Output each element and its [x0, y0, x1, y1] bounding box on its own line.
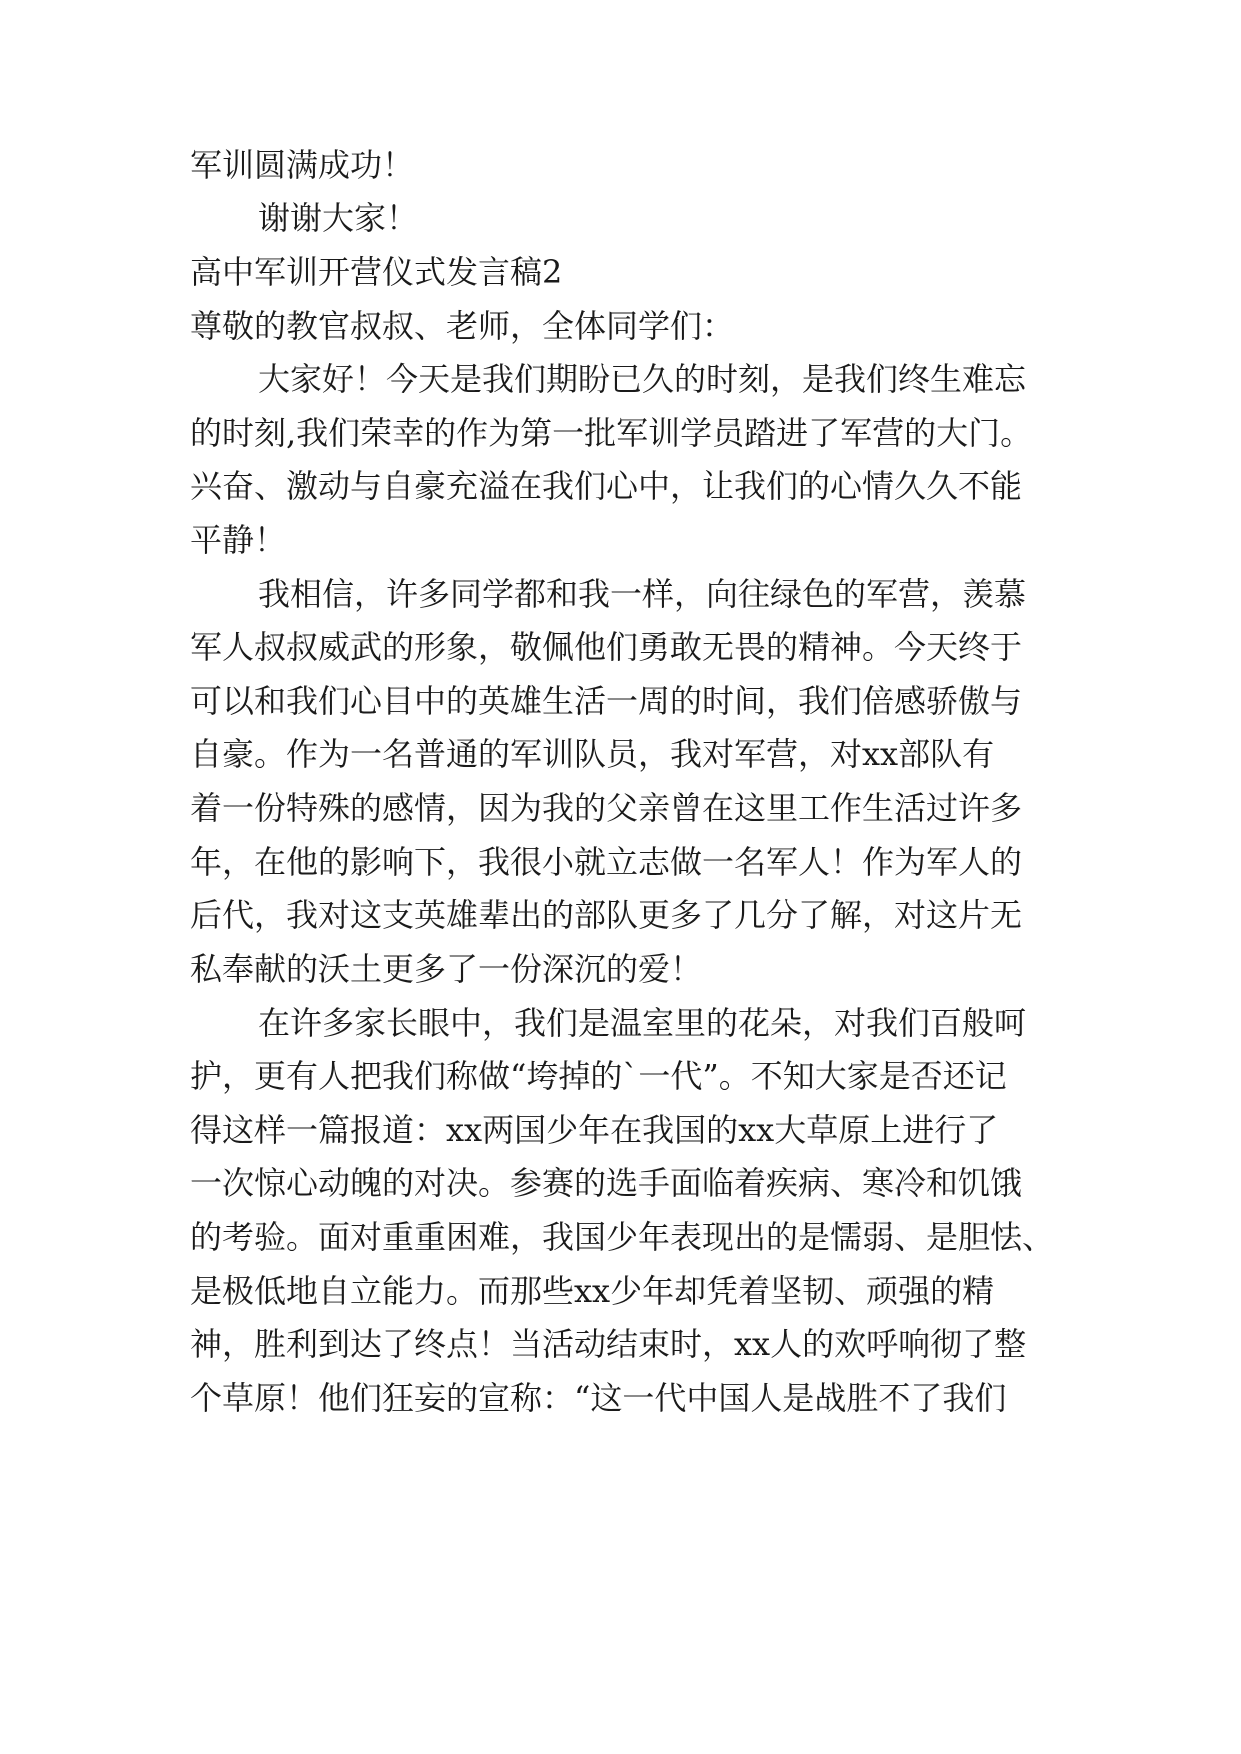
- text-line: 神，胜利到达了终点！当活动结束时，xx人的欢呼响彻了整: [190, 1325, 1027, 1363]
- text-line: 的时刻,我们荣幸的作为第一批军训学员踏进了军营的大门。: [190, 414, 1033, 452]
- text-line: 兴奋、激动与自豪充溢在我们心中，让我们的心情久久不能: [190, 467, 1023, 505]
- text-line: 平静！: [190, 521, 287, 559]
- text-line: 后代，我对这支英雄辈出的部队更多了几分了解，对这片无: [190, 896, 1023, 934]
- text-line: 可以和我们心目中的英雄生活一周的时间，我们倍感骄傲与: [190, 682, 1023, 720]
- text-line: 护，更有人把我们称做“垮掉的`一代”。不知大家是否还记: [190, 1057, 1007, 1095]
- text-line: 是极低地自立能力。而那些xx少年却凭着坚韧、顽强的精: [190, 1272, 995, 1310]
- text-line: 的考验。面对重重困难，我国少年表现出的是懦弱、是胆怯、: [190, 1218, 1055, 1256]
- text-line: 个草原！他们狂妄的宣称：“这一代中国人是战胜不了我们: [190, 1379, 1007, 1417]
- text-line: 军训圆满成功！: [190, 146, 415, 184]
- salutation: 尊敬的教官叔叔、老师，全体同学们：: [190, 307, 735, 345]
- text-line: 私奉献的沃土更多了一份深沉的爱！: [190, 950, 703, 988]
- text-line: 大家好！今天是我们期盼已久的时刻，是我们终生难忘: [258, 360, 1027, 398]
- text-line: 一次惊心动魄的对决。参赛的选手面临着疾病、寒冷和饥饿: [190, 1164, 1023, 1202]
- text-line: 我相信，许多同学都和我一样，向往绿色的军营，羡慕: [258, 575, 1027, 613]
- text-line: 在许多家长眼中，我们是温室里的花朵，对我们百般呵: [258, 1004, 1027, 1042]
- text-line: 得这样一篇报道：xx两国少年在我国的xx大草原上进行了: [190, 1111, 999, 1149]
- text-line: 着一份特殊的感情，因为我的父亲曾在这里工作生活过许多: [190, 789, 1023, 827]
- text-line: 谢谢大家！: [258, 199, 419, 237]
- text-line: 军人叔叔威武的形象，敬佩他们勇敢无畏的精神。今天终于: [190, 628, 1023, 666]
- text-line: 年，在他的影响下，我很小就立志做一名军人！作为军人的: [190, 843, 1023, 881]
- text-line: 自豪。作为一名普通的军训队员，我对军营，对xx部队有: [190, 735, 995, 773]
- section-heading: 高中军训开营仪式发言稿2: [190, 253, 563, 291]
